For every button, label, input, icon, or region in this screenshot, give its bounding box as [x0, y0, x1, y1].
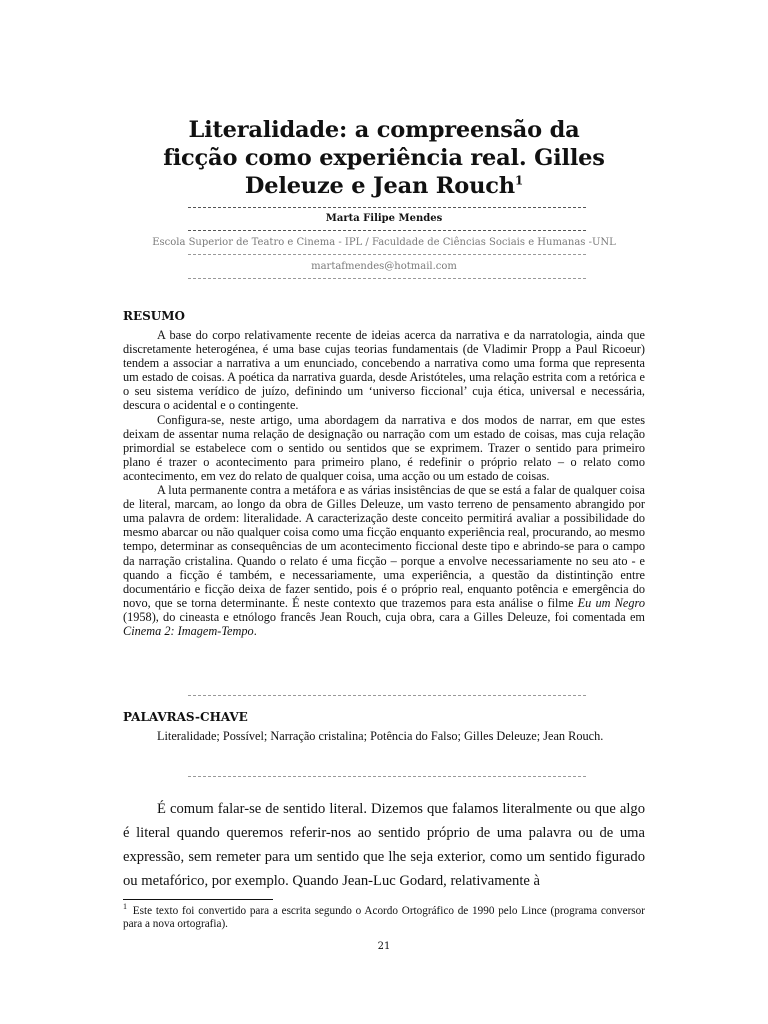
abstract-paragraph-3: A luta permanente contra a metáfora e as várias insistências de que se está a falar de qualquer coisa de literal, marcam, ao longo da obra de Gilles Deleuze, um vasto terreno de pensamento abrangido por uma palavra de ordem: literalidade. A caracterização deste conceito permitirá avaliar a possibilidade do mesmo abarcar ou não qualquer coisa como uma ficção enquanto experiência real, procurando, ao mesmo tempo, determinar as consequências de um acontecimento ficcional deste tipo e abrindo-se para o campo da narração cristalina. Quando o relato é uma ficção – porque a envolve necessariamente no seu ato - e quando a ficção é também, e necessariamente, uma experiência, a questão da distintinção entre documentário e ficção deixa de fazer sentido, pois é o próprio real, enquanto potência e emergência do novo, que se torna determinante. É neste contexto que trazemos para esta análise o filme Eu um Negro (1958), do cineasta e etnólogo francês Jean Rouch, cuja obra, cara a Gilles Deleuze, foi comentada em Cinema 2: Imagem-Tempo. — [123, 483, 645, 638]
divider-1 — [188, 207, 586, 208]
footnote — [123, 902, 645, 931]
footnote-rule — [123, 899, 273, 900]
abstract-body — [123, 328, 645, 638]
body-paragraph-1: É comum falar-se de sentido literal. Dizemos que falamos literalmente ou que algo é literal quando queremos referir-nos ao sentido próprio de uma palavra ou de uma expressão, sem remeter para um sentido que lhe seja exterior, como um sentido figurado ou metafórico, por exemplo. Quando Jean-Luc Godard, relativamente à — [123, 801, 645, 889]
paper-page — [123, 0, 645, 1024]
author-email: martafmendes@hotmail.com — [311, 261, 457, 272]
page-number: 21 — [377, 941, 391, 952]
title-line-1: Literalidade: a compreensão da — [188, 117, 580, 143]
divider-3 — [188, 254, 586, 255]
abstract-heading: RESUMO — [123, 309, 185, 323]
divider-5 — [188, 695, 586, 696]
title-line-3: Deleuze e Jean Rouch — [244, 173, 515, 199]
divider-6 — [188, 776, 586, 777]
keywords-list: Literalidade; Possível; Narração cristalina; Potência do Falso; Gilles Deleuze; Jean Rouch. — [157, 729, 604, 743]
keywords-heading: PALAVRAS-CHAVE — [123, 710, 248, 724]
divider-2 — [188, 230, 586, 231]
abstract-paragraph-2: Configura-se, neste artigo, uma abordagem da narrativa e dos modos de narrar, em que estes deixam de assentar numa relação de designação ou narração com um estado de coisas, mas cuja relação primordial se estabelece com o sentido ou sentidos que se exprimem. Trazer o sentido para primeiro plano é trazer o acontecimento para primeiro plano, é redefinir o próprio relato – o relato como acontecimento, em vez do relato de qualquer coisa, uma acção ou um estado de coisas. — [123, 412, 645, 483]
paper-title — [123, 116, 645, 200]
affiliation: Escola Superior de Teatro e Cinema - IPL / Faculdade de Ciências Sociais e Humanas -UNL — [152, 237, 616, 248]
main-text — [123, 797, 645, 893]
footnote-marker: 1 — [123, 902, 127, 912]
title-line-2: ficção como experiência real. Gilles — [163, 145, 605, 171]
footnote-text: Este texto foi convertido para a escrita segundo o Acordo Ortográfico de 1990 pelo Lince (programa conversor para a nova ortografia). — [123, 905, 645, 930]
divider-4 — [188, 278, 586, 279]
film-title: Eu um Negro — [577, 595, 645, 610]
abstract-paragraph-1: A base do corpo relativamente recente de ideias acerca da narrativa e da narratologia, ainda que discretamente heterogénea, é uma base cujas teorias fundamentais (de Vladimir Propp a Paul Ricoeur) tendem a associar a narrativa a um enunciado, concebendo a narrativa como uma forma que representa um estado de coisas. A poética da narrativa guarda, desde Aristóteles, uma relação estrita com a retórica e o seu sistema verídico de juízo, definindo um ‘universo ficcional’ cuja ética, universal e necessária, descura o acidental e o contingente. — [123, 328, 645, 413]
title-footnote-marker: 1 — [514, 173, 524, 188]
book-title: Cinema 2: Imagem-Tempo — [123, 623, 254, 638]
author-name: Marta Filipe Mendes — [325, 213, 443, 224]
